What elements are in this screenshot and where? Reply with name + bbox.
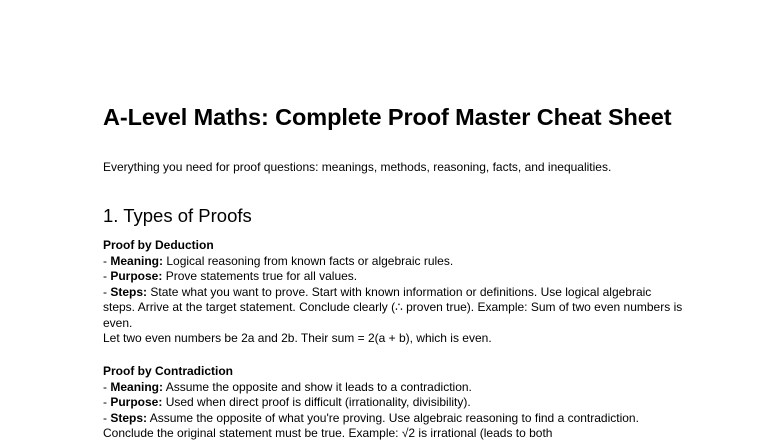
deduction-title: Proof by Deduction: [103, 238, 214, 252]
contradiction-title: Proof by Contradiction: [103, 364, 233, 378]
contradiction-meaning: - Meaning: Assume the opposite and show it leads to a contradiction.: [103, 379, 472, 394]
page-title: A-Level Maths: Complete Proof Master Cheat Sheet: [103, 104, 672, 130]
contradiction-steps: - Steps: Assume the opposite of what you're proving. Use algebraic reasoning to find a contradiction. Conclude the original statement must be true. Example: √2 is irrational (leads to both: [103, 410, 639, 440]
deduction-purpose: - Purpose: Prove statements true for all values.: [103, 269, 358, 283]
contradiction-purpose-label: Purpose:: [110, 395, 163, 409]
deduction-steps-text: State what you want to prove. Start with known information or definitions. Use logical algebraic steps. Arrive at the target statement. Conclude clearly (∴ proven true). Example: Sum of two even numbers is even.: [103, 284, 683, 330]
contradiction-purpose-text: Used when direct proof is difficult (irrationality, divisibility).: [165, 395, 471, 409]
deduction-purpose-text: Prove statements true for all values.: [165, 269, 358, 283]
section-heading-types-of-proofs: 1. Types of Proofs: [103, 205, 252, 226]
proof-by-deduction-block: [103, 238, 683, 347]
deduction-example: Let two even numbers be 2a and 2b. Their sum = 2(a + b), which is even.: [103, 331, 492, 345]
contradiction-meaning-label: Meaning:: [110, 379, 164, 394]
proof-by-contradiction-block: [103, 364, 683, 442]
deduction-steps-label: Steps:: [110, 284, 148, 299]
contradiction-purpose: - Purpose: Used when direct proof is difficult (irrationality, divisibility).: [103, 395, 471, 409]
deduction-purpose-label: Purpose:: [110, 269, 163, 283]
page-subtitle: Everything you need for proof questions: meanings, methods, reasoning, facts, and inequalities.: [103, 160, 612, 174]
deduction-meaning-label: Meaning:: [110, 253, 164, 268]
contradiction-steps-text: Assume the opposite of what you're proving. Use algebraic reasoning to find a contradiction. Conclude the original statement must be true. Example: √2 is irrational (leads to both: [103, 410, 639, 440]
contradiction-steps-label: Steps:: [110, 410, 148, 425]
contradiction-meaning-text: Assume the opposite and show it leads to a contradiction.: [165, 379, 472, 394]
deduction-meaning: - Meaning: Logical reasoning from known facts or algebraic rules.: [103, 253, 454, 268]
deduction-meaning-text: Logical reasoning from known facts or algebraic rules.: [166, 253, 454, 268]
deduction-steps: - Steps: State what you want to prove. Start with known information or definitions. Use logical algebraic steps. Arrive at the target statement. Conclude clearly (∴ proven true). Example: Sum of two even numbers is even.: [103, 284, 683, 330]
